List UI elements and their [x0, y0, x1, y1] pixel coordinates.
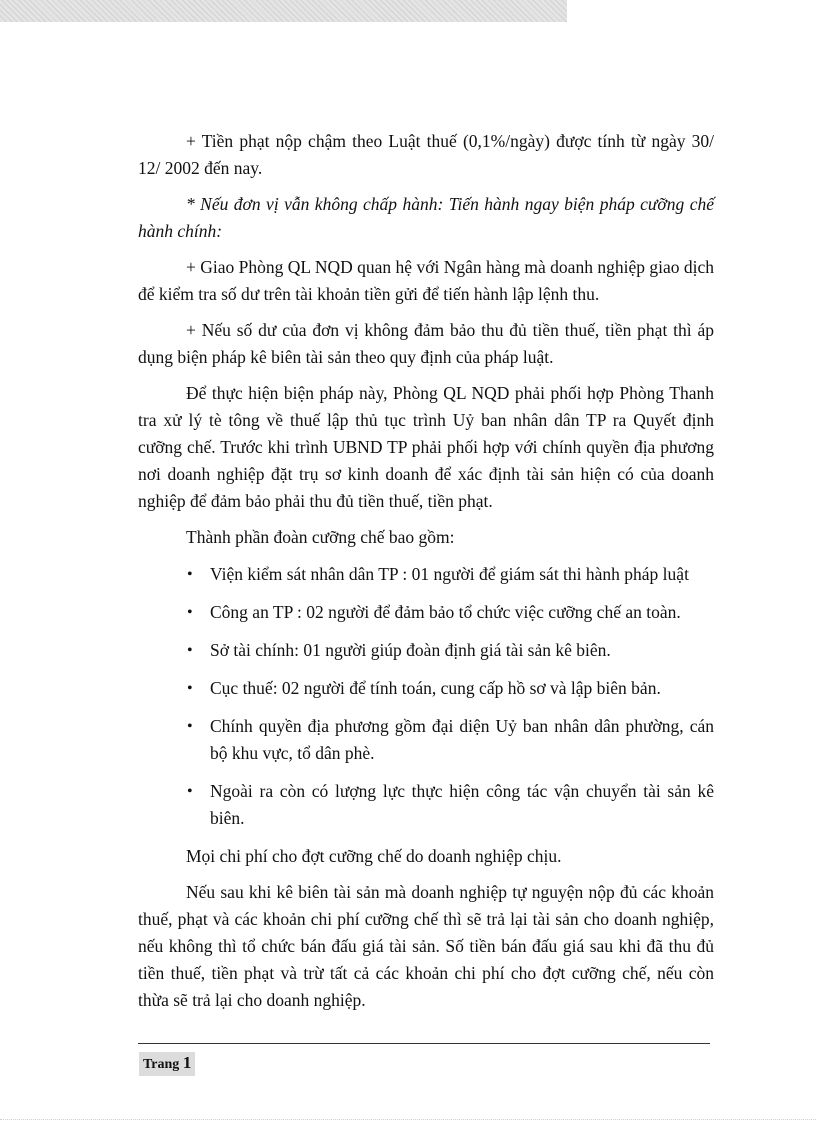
paragraph-late-penalty: + Tiền phạt nộp chậm theo Luật thuế (0,1%/ngày) được tính từ ngày 30/ 12/ 2002 đến nay.: [138, 131, 714, 178]
paragraph-asset-seizure: + Nếu số dư của đơn vị không đảm bảo thu đủ tiền thuế, tiền phạt thì áp dụng biện pháp kê biên tài sản theo quy định của pháp luật.: [138, 320, 714, 367]
paragraph-costs: Mọi chi phí cho đợt cưỡng chế do doanh nghiệp chịu.: [186, 846, 562, 866]
document-body: [138, 128, 714, 1023]
bullet-icon: •: [187, 566, 193, 583]
list-item-text: Cục thuế: 02 người để tính toán, cung cấp hồ sơ và lập biên bản.: [210, 678, 661, 698]
bullet-icon: •: [187, 604, 193, 621]
page-bottom-edge: [0, 1119, 816, 1120]
bullet-icon: •: [187, 783, 193, 800]
list-item: [138, 561, 714, 588]
page-footer-label: [139, 1052, 195, 1076]
top-header-strip: [0, 0, 567, 22]
page-number: 1: [182, 1053, 192, 1072]
list-item-text: Chính quyền địa phương gồm đại diện Uỷ ban nhân dân phường, cán bộ khu vực, tổ dân phè.: [210, 716, 714, 763]
bullet-icon: •: [187, 718, 193, 735]
paragraph-bank-account-check: + Giao Phòng QL NQD quan hệ với Ngân hàng mà doanh nghiệp giao dịch để kiểm tra số dư trên tài khoản tiền gửi để tiến hành lập lệnh thu.: [138, 257, 714, 304]
paragraph-enforcement-heading: * Nếu đơn vị vẫn không chấp hành: Tiến hành ngay biện pháp cưỡng chế hành chính:: [138, 194, 714, 241]
list-item: [138, 675, 714, 702]
paragraph-team-intro: Thành phần đoàn cưỡng chế bao gồm:: [186, 527, 455, 547]
bullet-icon: •: [187, 642, 193, 659]
enforcement-team-list: [138, 561, 714, 832]
list-item: [138, 778, 714, 832]
list-item-text: Sở tài chính: 01 người giúp đoàn định giá tài sản kê biên.: [210, 640, 611, 660]
list-item-text: Viện kiểm sát nhân dân TP : 01 người để giám sát thi hành pháp luật: [210, 564, 689, 584]
paragraph-auction: Nếu sau khi kê biên tài sản mà doanh nghiệp tự nguyện nộp đủ các khoản thuế, phạt và các khoản chi phí cưỡng chế thì sẽ trả lại tài sản cho doanh nghiệp, nếu không thì tổ chức bán đấu giá tài sản. Số tiền bán đấu giá sau khi đã thu đủ tiền thuế, tiền phạt và trừ tất cả các khoản chi phí cho đợt cưỡng chế, nếu còn thừa sẽ trả lại cho doanh nghiệp.: [138, 882, 714, 1010]
list-item: [138, 599, 714, 626]
list-item: [138, 637, 714, 664]
page-label-text: Trang: [143, 1057, 180, 1072]
list-item-text: Công an TP : 02 người để đảm bảo tổ chức việc cưỡng chế an toàn.: [210, 602, 681, 622]
bullet-icon: •: [187, 680, 193, 697]
list-item: [138, 713, 714, 767]
list-item-text: Ngoài ra còn có lượng lực thực hiện công tác vận chuyển tài sản kê biên.: [210, 781, 714, 828]
paragraph-coordination: Để thực hiện biện pháp này, Phòng QL NQD phải phối hợp Phòng Thanh tra xử lý tè tông về thuế lập thủ tục trình Uỷ ban nhân dân TP ra Quyết định cưỡng chế. Trước khi trình UBND TP phải phối hợp với chính quyền địa phương nơi doanh nghiệp đặt trụ sơ kinh doanh để xác định tài sản hiện có của doanh nghiệp để đảm bảo phải thu đủ tiền thuế, tiền phạt.: [138, 383, 714, 511]
footer-divider: [138, 1043, 710, 1044]
